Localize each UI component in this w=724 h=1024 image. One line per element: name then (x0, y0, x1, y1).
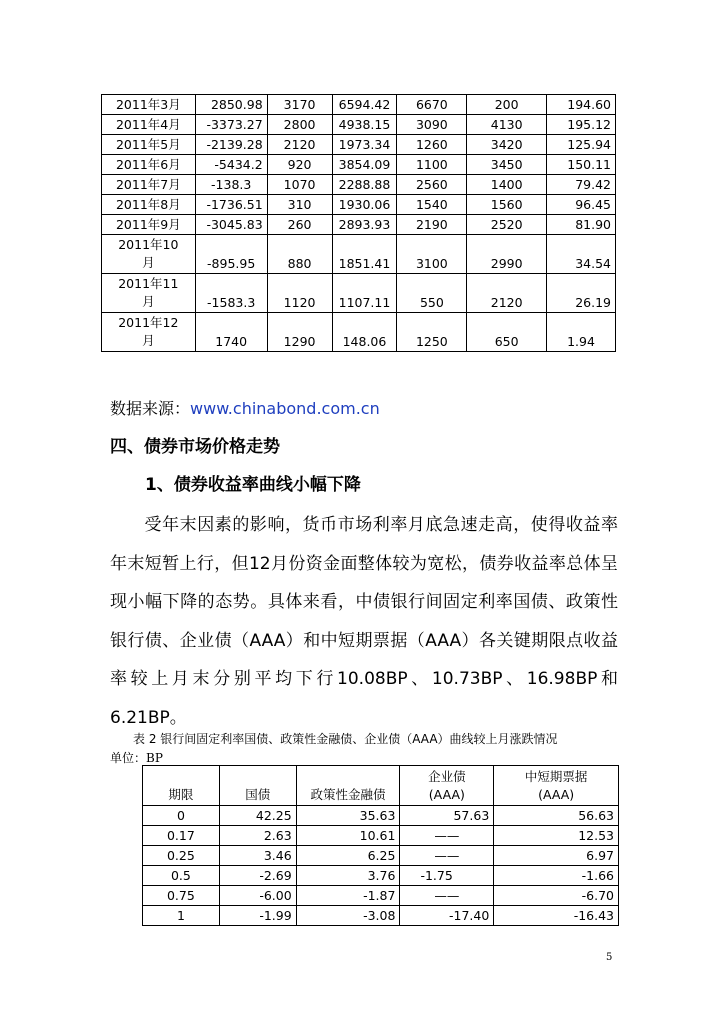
month-line-2: 月 (142, 294, 155, 309)
table-row (143, 826, 619, 846)
table-row (102, 235, 616, 274)
corp-cell: —— (400, 826, 494, 846)
section-heading: 四、债券市场价格走势 (110, 437, 280, 457)
table-row (102, 313, 616, 352)
value-cell: 880 (267, 235, 332, 274)
corp-cell: -17.40 (400, 906, 494, 926)
policy-cell: 3.76 (296, 866, 400, 886)
mtn-cell: 12.53 (494, 826, 619, 846)
value-cell: 26.19 (547, 274, 616, 313)
table-header-row (143, 766, 619, 806)
corp-cell: —— (400, 886, 494, 906)
gov-cell: -6.00 (219, 886, 296, 906)
gov-cell: -2.69 (219, 866, 296, 886)
value-cell: 4938.15 (332, 115, 397, 135)
mtn-cell: 6.97 (494, 846, 619, 866)
value-cell: 4130 (467, 115, 547, 135)
header-mtn (494, 766, 619, 806)
table-row (102, 135, 616, 155)
value-cell: 1740 (195, 313, 267, 352)
value-cell: 200 (467, 95, 547, 115)
header-gov: 国债 (219, 766, 296, 806)
value-cell: 550 (397, 274, 467, 313)
value-cell: 2893.93 (332, 215, 397, 235)
value-cell: 194.60 (547, 95, 616, 115)
monthly-issuance-table (101, 94, 616, 352)
mtn-cell: -1.66 (494, 866, 619, 886)
value-cell: 195.12 (547, 115, 616, 135)
yield-change-table (142, 765, 619, 926)
table-row (143, 906, 619, 926)
value-cell: -5434.2 (195, 155, 267, 175)
header-policy: 政策性金融债 (296, 766, 400, 806)
table-row (102, 155, 616, 175)
value-cell: -1736.51 (195, 195, 267, 215)
value-cell: 1.94 (547, 313, 616, 352)
header-corp-line-1: 企业债 (428, 769, 466, 784)
value-cell: -3045.83 (195, 215, 267, 235)
month-line-1: 2011年12 (118, 315, 179, 330)
value-cell: 3420 (467, 135, 547, 155)
value-cell: 1930.06 (332, 195, 397, 215)
value-cell: 1290 (267, 313, 332, 352)
month-line-2: 月 (142, 255, 155, 270)
table-row (102, 115, 616, 135)
month-cell: 2011年5月 (102, 135, 196, 155)
header-mtn-line-2: (AAA) (538, 787, 575, 802)
month-cell (102, 313, 196, 352)
value-cell: 1120 (267, 274, 332, 313)
value-cell: 6670 (397, 95, 467, 115)
data-source-link[interactable]: www.chinabond.com.cn (190, 399, 380, 418)
header-mtn-line-1: 中短期票据 (524, 769, 588, 784)
header-corp (400, 766, 494, 806)
policy-cell: 10.61 (296, 826, 400, 846)
value-cell: 1250 (397, 313, 467, 352)
value-cell: -895.95 (195, 235, 267, 274)
value-cell: 1540 (397, 195, 467, 215)
value-cell: 81.90 (547, 215, 616, 235)
value-cell: 310 (267, 195, 332, 215)
value-cell: 34.54 (547, 235, 616, 274)
value-cell: 1070 (267, 175, 332, 195)
value-cell: 150.11 (547, 155, 616, 175)
month-line-1: 2011年10 (118, 237, 179, 252)
value-cell: 260 (267, 215, 332, 235)
term-cell: 1 (143, 906, 220, 926)
table-row (102, 95, 616, 115)
gov-cell: -1.99 (219, 906, 296, 926)
value-cell: -138.3 (195, 175, 267, 195)
value-cell: 2850.98 (195, 95, 267, 115)
value-cell: 2800 (267, 115, 332, 135)
value-cell: 6594.42 (332, 95, 397, 115)
term-cell: 0.5 (143, 866, 220, 886)
term-cell: 0.75 (143, 886, 220, 906)
value-cell: 2520 (467, 215, 547, 235)
month-line-1: 2011年11 (118, 276, 179, 291)
table-caption: 表 2 银行间固定利率国债、政策性金融债、企业债（AAA）曲线较上月涨跌情况 (133, 732, 558, 746)
month-cell: 2011年4月 (102, 115, 196, 135)
value-cell: 2120 (267, 135, 332, 155)
value-cell: 650 (467, 313, 547, 352)
table-row (143, 866, 619, 886)
data-source-line (110, 396, 380, 419)
term-cell: 0 (143, 806, 220, 826)
month-cell (102, 274, 196, 313)
term-cell: 0.17 (143, 826, 220, 846)
value-cell: 3854.09 (332, 155, 397, 175)
value-cell: 125.94 (547, 135, 616, 155)
value-cell: 1107.11 (332, 274, 397, 313)
value-cell: 96.45 (547, 195, 616, 215)
value-cell: 1100 (397, 155, 467, 175)
table-row (102, 175, 616, 195)
data-source-label: 数据来源： (110, 399, 191, 418)
body-paragraph (110, 506, 618, 737)
month-cell: 2011年6月 (102, 155, 196, 175)
corp-cell: —— (400, 846, 494, 866)
corp-cell: 57.63 (400, 806, 494, 826)
value-cell: 3450 (467, 155, 547, 175)
value-cell: 2288.88 (332, 175, 397, 195)
page-number: 5 (606, 952, 613, 963)
gov-cell: 42.25 (219, 806, 296, 826)
value-cell: -2139.28 (195, 135, 267, 155)
header-term: 期限 (143, 766, 220, 806)
value-cell: 2560 (397, 175, 467, 195)
value-cell: 3090 (397, 115, 467, 135)
policy-cell: -3.08 (296, 906, 400, 926)
table-row (143, 886, 619, 906)
table-row (102, 195, 616, 215)
month-cell (102, 235, 196, 274)
corp-cell: -1.75 (400, 866, 494, 886)
month-cell: 2011年8月 (102, 195, 196, 215)
value-cell: 3100 (397, 235, 467, 274)
mtn-cell: 56.63 (494, 806, 619, 826)
value-cell: -1583.3 (195, 274, 267, 313)
month-cell: 2011年9月 (102, 215, 196, 235)
mtn-cell: -6.70 (494, 886, 619, 906)
table-row (143, 806, 619, 826)
header-corp-line-2: (AAA) (428, 787, 465, 802)
gov-cell: 3.46 (219, 846, 296, 866)
body-paragraph-text: 受年末因素的影响，货币市场利率月底急速走高，使得收益率年末短暂上行，但12月份资金面整体较为宽松，债券收益率总体呈现小幅下降的态势。具体来看，中债银行间固定利率国债、政策性银行债、企业债（AAA）和中短期票据（AAA）各关键期限点收益率较上月末分别平均下行10.08BP、10.73BP、16.98BP和6.21BP。 (110, 515, 618, 728)
value-cell: 3170 (267, 95, 332, 115)
value-cell: 148.06 (332, 313, 397, 352)
policy-cell: 35.63 (296, 806, 400, 826)
month-cell: 2011年3月 (102, 95, 196, 115)
policy-cell: 6.25 (296, 846, 400, 866)
value-cell: -3373.27 (195, 115, 267, 135)
table-row (102, 274, 616, 313)
value-cell: 1400 (467, 175, 547, 195)
value-cell: 920 (267, 155, 332, 175)
month-cell: 2011年7月 (102, 175, 196, 195)
value-cell: 1560 (467, 195, 547, 215)
table-row (102, 215, 616, 235)
mtn-cell: -16.43 (494, 906, 619, 926)
value-cell: 79.42 (547, 175, 616, 195)
subsection-heading: 1、债券收益率曲线小幅下降 (145, 475, 361, 495)
term-cell: 0.25 (143, 846, 220, 866)
table-unit: 单位：BP (110, 751, 163, 765)
policy-cell: -1.87 (296, 886, 400, 906)
month-line-2: 月 (142, 333, 155, 348)
value-cell: 2990 (467, 235, 547, 274)
value-cell: 1260 (397, 135, 467, 155)
value-cell: 2190 (397, 215, 467, 235)
table-row (143, 846, 619, 866)
gov-cell: 2.63 (219, 826, 296, 846)
value-cell: 1851.41 (332, 235, 397, 274)
value-cell: 1973.34 (332, 135, 397, 155)
value-cell: 2120 (467, 274, 547, 313)
